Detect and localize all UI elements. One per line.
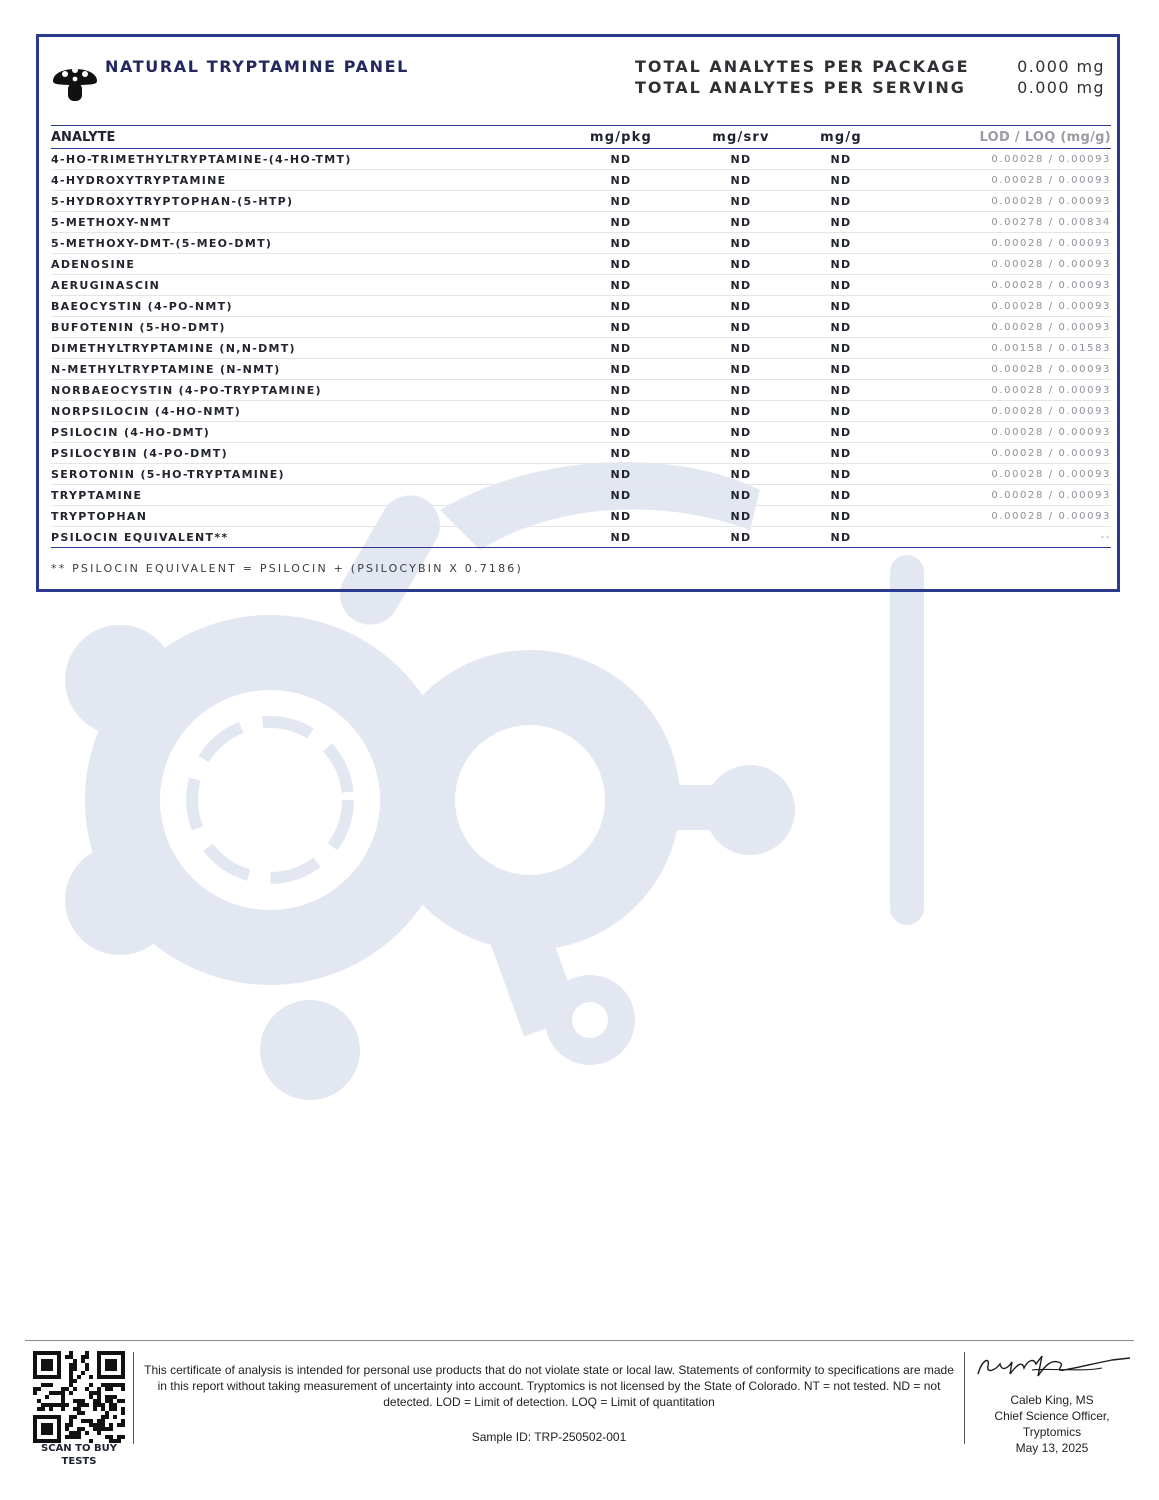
mg-g-value: ND — [811, 212, 871, 233]
lod-loq-value: 0.00028 / 0.00093 — [871, 443, 1111, 464]
analyte-name: 4-HYDROXYTRYPTAMINE — [51, 170, 571, 191]
lod-loq-value: 0.00028 / 0.00093 — [871, 485, 1111, 506]
mg-srv-value: ND — [671, 233, 811, 254]
mg-srv-value: ND — [671, 443, 811, 464]
table-header-row — [51, 126, 1111, 149]
table-row — [51, 275, 1111, 296]
analyte-name: NORPSILOCIN (4-HO-NMT) — [51, 401, 571, 422]
lod-loq-value: 0.00158 / 0.01583 — [871, 338, 1111, 359]
mg-g-value: ND — [811, 359, 871, 380]
analyte-name: N-METHYLTRYPTAMINE (N-NMT) — [51, 359, 571, 380]
mg-pkg-value: ND — [571, 212, 671, 233]
footer-separator-right — [964, 1352, 965, 1444]
signer-title: Chief Science Officer, — [994, 1409, 1110, 1423]
lod-loq-value: 0.00028 / 0.00093 — [871, 422, 1111, 443]
lod-loq-value: 0.00028 / 0.00093 — [871, 191, 1111, 212]
lod-loq-value: 0.00278 / 0.00834 — [871, 212, 1111, 233]
analyte-name: 5-METHOXY-NMT — [51, 212, 571, 233]
col-mg-g: mg/g — [811, 126, 871, 149]
footer-separator-left — [133, 1352, 134, 1444]
lod-loq-value: 0.00028 / 0.00093 — [871, 464, 1111, 485]
mg-g-value: ND — [811, 338, 871, 359]
lod-loq-value: 0.00028 / 0.00093 — [871, 254, 1111, 275]
mg-g-value: ND — [811, 191, 871, 212]
lod-loq-value: 0.00028 / 0.00093 — [871, 296, 1111, 317]
lod-loq-value: 0.00028 / 0.00093 — [871, 275, 1111, 296]
total-per-package-value: 0.000 mg — [1017, 57, 1105, 76]
analyte-name: DIMETHYLTRYPTAMINE (N,N-DMT) — [51, 338, 571, 359]
table-row — [51, 380, 1111, 401]
table-row — [51, 485, 1111, 506]
qr-code-icon[interactable] — [33, 1351, 125, 1443]
table-row — [51, 464, 1111, 485]
mg-pkg-value: ND — [571, 149, 671, 170]
signer-org: Tryptomics — [1022, 1425, 1082, 1439]
mg-pkg-value: ND — [571, 338, 671, 359]
mg-g-value: ND — [811, 317, 871, 338]
analyte-name: PSILOCIN (4-HO-DMT) — [51, 422, 571, 443]
mg-srv-value: ND — [671, 401, 811, 422]
mg-pkg-value: ND — [571, 401, 671, 422]
table-row — [51, 506, 1111, 527]
panel-title: NATURAL TRYPTAMINE PANEL — [105, 57, 409, 76]
mg-g-value: ND — [811, 422, 871, 443]
mg-g-value: ND — [811, 149, 871, 170]
total-per-package-label: TOTAL ANALYTES PER PACKAGE — [635, 57, 970, 76]
mg-g-value: ND — [811, 380, 871, 401]
table-row — [51, 233, 1111, 254]
mg-g-value: ND — [811, 296, 871, 317]
analyte-name: BAEOCYSTIN (4-PO-NMT) — [51, 296, 571, 317]
mg-pkg-value: ND — [571, 464, 671, 485]
analyte-name: 5-HYDROXYTRYPTOPHAN-(5-HTP) — [51, 191, 571, 212]
analyte-name: TRYPTAMINE — [51, 485, 571, 506]
mg-pkg-value: ND — [571, 317, 671, 338]
table-row — [51, 191, 1111, 212]
table-row — [51, 443, 1111, 464]
analyte-name: PSILOCYBIN (4-PO-DMT) — [51, 443, 571, 464]
mg-srv-value: ND — [671, 191, 811, 212]
analyte-name: BUFOTENIN (5-HO-DMT) — [51, 317, 571, 338]
col-mg-pkg: mg/pkg — [571, 126, 671, 149]
mg-srv-value: ND — [671, 506, 811, 527]
lod-loq-value: 0.00028 / 0.00093 — [871, 359, 1111, 380]
mg-srv-value: ND — [671, 338, 811, 359]
analyte-table — [51, 125, 1111, 548]
mg-srv-value: ND — [671, 464, 811, 485]
psilocin-equivalent-row — [51, 527, 1111, 548]
table-row — [51, 212, 1111, 233]
lod-loq-value: -- — [871, 527, 1111, 548]
mg-pkg-value: ND — [571, 527, 671, 548]
mg-pkg-value: ND — [571, 380, 671, 401]
table-row — [51, 170, 1111, 191]
analyte-name: 5-METHOXY-DMT-(5-MEO-DMT) — [51, 233, 571, 254]
mg-pkg-value: ND — [571, 296, 671, 317]
analyte-name: NORBAEOCYSTIN (4-PO-TRYPTAMINE) — [51, 380, 571, 401]
footnote: ** PSILOCIN EQUIVALENT = PSILOCIN + (PSILOCYBIN X 0.7186) — [51, 562, 523, 575]
analyte-name: ADENOSINE — [51, 254, 571, 275]
mg-pkg-value: ND — [571, 422, 671, 443]
mg-pkg-value: ND — [571, 359, 671, 380]
mg-pkg-value: ND — [571, 191, 671, 212]
col-lod-loq: LOD / LOQ (mg/g) — [871, 126, 1111, 149]
footer-divider — [25, 1340, 1134, 1341]
mg-g-value: ND — [811, 254, 871, 275]
mg-g-value: ND — [811, 506, 871, 527]
mg-g-value: ND — [811, 464, 871, 485]
lod-loq-value: 0.00028 / 0.00093 — [871, 233, 1111, 254]
table-row — [51, 359, 1111, 380]
table-row — [51, 338, 1111, 359]
mg-srv-value: ND — [671, 422, 811, 443]
mg-g-value: ND — [811, 527, 871, 548]
mg-g-value: ND — [811, 170, 871, 191]
mg-pkg-value: ND — [571, 233, 671, 254]
sample-id: Sample ID: TRP-250502-001 — [471, 1430, 627, 1444]
mg-srv-value: ND — [671, 317, 811, 338]
mg-srv-value: ND — [671, 359, 811, 380]
signer-name: Caleb King, MS — [1010, 1393, 1094, 1407]
mg-srv-value: ND — [671, 212, 811, 233]
mg-srv-value: ND — [671, 296, 811, 317]
mg-pkg-value: ND — [571, 275, 671, 296]
signer-block — [972, 1392, 1132, 1456]
mg-srv-value: ND — [671, 485, 811, 506]
col-mg-srv: mg/srv — [671, 126, 811, 149]
mg-pkg-value: ND — [571, 170, 671, 191]
qr-caption: SCAN TO BUY TESTS — [41, 1443, 117, 1467]
signature-image — [972, 1346, 1136, 1386]
lod-loq-value: 0.00028 / 0.00093 — [871, 506, 1111, 527]
disclaimer: This certificate of analysis is intended for personal use products that do not violate state or local law. Statements of conformity to specifications are made in this report without taking measurement of uncertainty into account. Tryptomics is not licensed by the State of Colorado. NT = not tested. ND = not detected. LOD = Limit of detection. LOQ = Limit of quantitation — [144, 1363, 954, 1409]
table-row — [51, 296, 1111, 317]
lod-loq-value: 0.00028 / 0.00093 — [871, 401, 1111, 422]
tryptamine-panel — [36, 34, 1120, 592]
mg-g-value: ND — [811, 485, 871, 506]
panel-header — [51, 55, 1105, 115]
col-analyte: ANALYTE — [51, 126, 571, 149]
mg-pkg-value: ND — [571, 254, 671, 275]
mg-g-value: ND — [811, 233, 871, 254]
mg-pkg-value: ND — [571, 443, 671, 464]
lod-loq-value: 0.00028 / 0.00093 — [871, 149, 1111, 170]
table-row — [51, 401, 1111, 422]
mushroom-icon — [51, 55, 99, 103]
table-row — [51, 149, 1111, 170]
analyte-name: 4-HO-TRIMETHYLTRYPTAMINE-(4-HO-TMT) — [51, 149, 571, 170]
mg-srv-value: ND — [671, 380, 811, 401]
total-per-serving-label: TOTAL ANALYTES PER SERVING — [635, 78, 966, 97]
mg-pkg-value: ND — [571, 485, 671, 506]
table-row — [51, 422, 1111, 443]
mg-pkg-value: ND — [571, 506, 671, 527]
table-row — [51, 254, 1111, 275]
mg-srv-value: ND — [671, 275, 811, 296]
analyte-name: SEROTONIN (5-HO-TRYPTAMINE) — [51, 464, 571, 485]
mg-srv-value: ND — [671, 149, 811, 170]
analyte-name: AERUGINASCIN — [51, 275, 571, 296]
analyte-name: TRYPTOPHAN — [51, 506, 571, 527]
signed-date: May 13, 2025 — [1015, 1441, 1089, 1455]
mg-srv-value: ND — [671, 527, 811, 548]
mg-g-value: ND — [811, 275, 871, 296]
table-row — [51, 317, 1111, 338]
lod-loq-value: 0.00028 / 0.00093 — [871, 380, 1111, 401]
mg-g-value: ND — [811, 401, 871, 422]
lod-loq-value: 0.00028 / 0.00093 — [871, 317, 1111, 338]
mg-srv-value: ND — [671, 254, 811, 275]
analyte-name: PSILOCIN EQUIVALENT** — [51, 527, 571, 548]
total-per-serving-value: 0.000 mg — [1017, 78, 1105, 97]
mg-srv-value: ND — [671, 170, 811, 191]
lod-loq-value: 0.00028 / 0.00093 — [871, 170, 1111, 191]
mg-g-value: ND — [811, 443, 871, 464]
